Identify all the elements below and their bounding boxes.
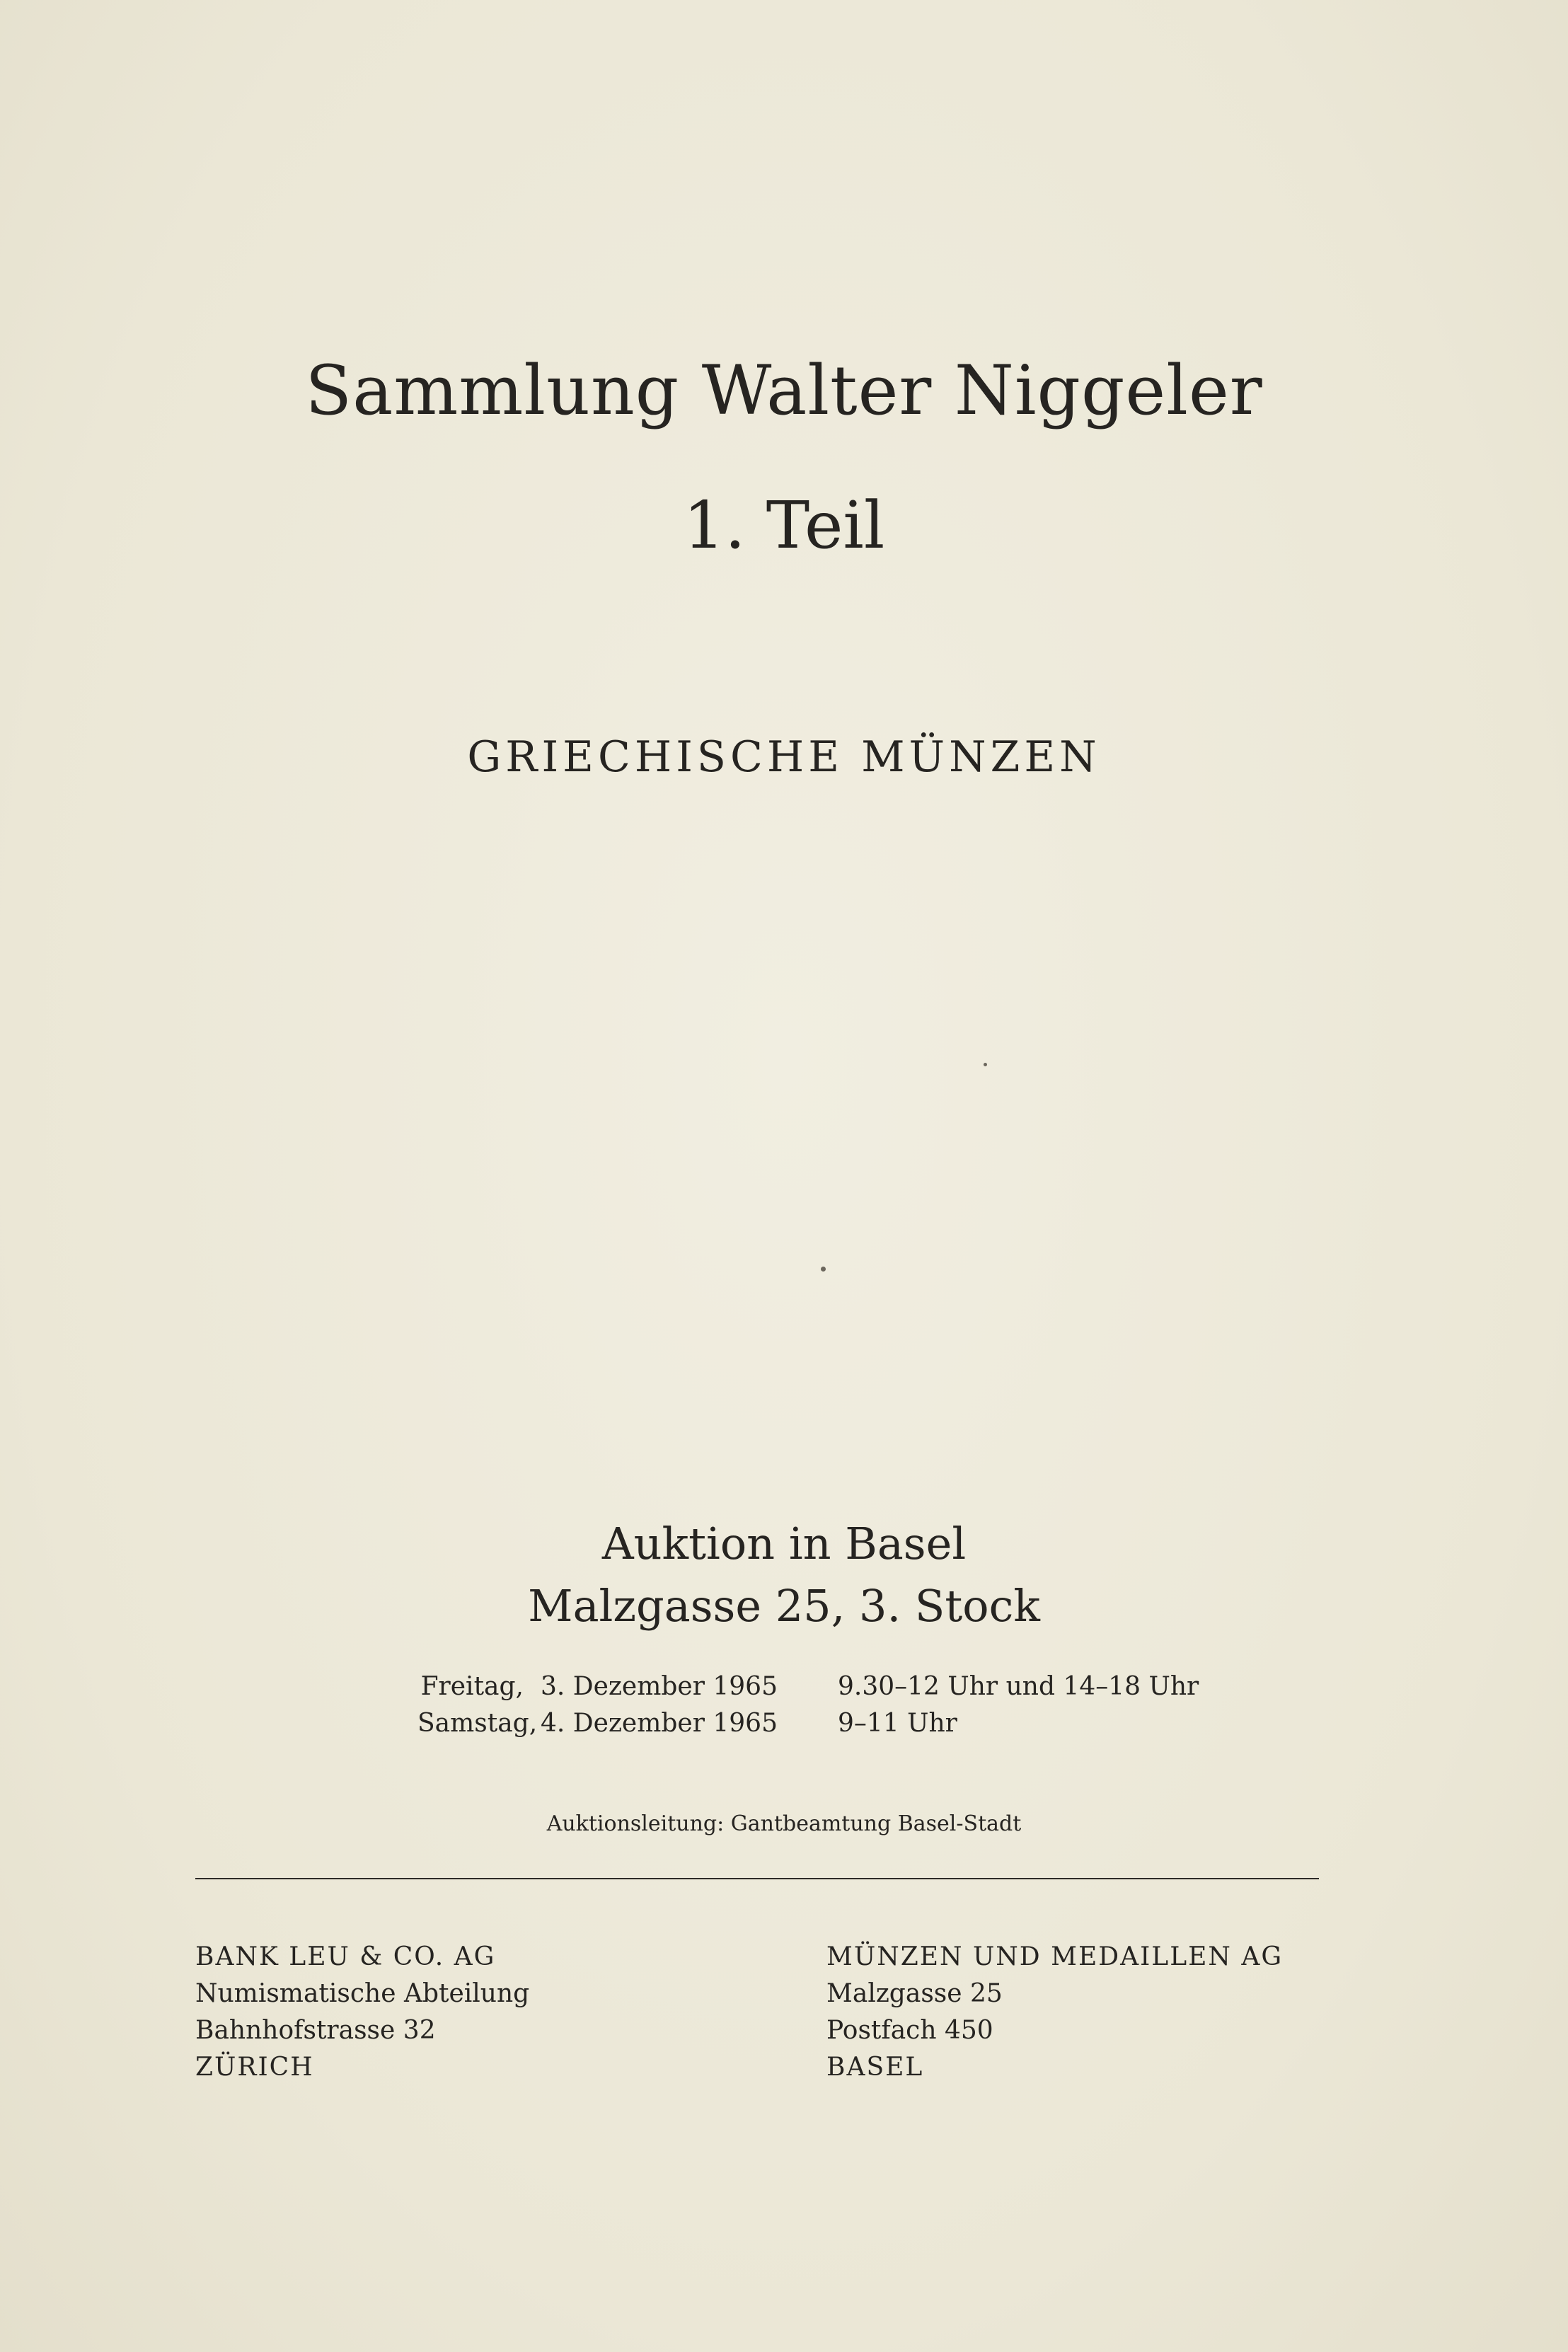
divider-rule xyxy=(195,1878,1319,1879)
schedule-row xyxy=(417,1668,1217,1705)
schedule-date: 3. Dezember 1965 xyxy=(541,1672,778,1701)
address-line: Bahnhofstrasse 32 xyxy=(195,2016,436,2045)
address-bank-leu xyxy=(195,1939,529,2086)
address-line: ZÜRICH xyxy=(195,2053,314,2082)
address-line: Numismatische Abteilung xyxy=(195,1979,530,2008)
collection-title: Sammlung Walter Niggeler xyxy=(305,351,1263,430)
schedule-time: 9.30–12 Uhr und 14–18 Uhr xyxy=(838,1672,1199,1701)
paper-speck xyxy=(984,1063,987,1066)
part-number: 1. Teil xyxy=(683,488,885,563)
address-line: BASEL xyxy=(826,2053,924,2082)
address-line: Malzgasse 25 xyxy=(826,1979,1003,2008)
schedule-day: Samstag, xyxy=(417,1709,538,1738)
address-line: MÜNZEN UND MEDAILLEN AG xyxy=(826,1942,1284,1971)
auction-address: Malzgasse 25, 3. Stock xyxy=(528,1580,1040,1632)
paper-speck xyxy=(821,1267,826,1272)
address-line: BANK LEU & CO. AG xyxy=(195,1942,496,1971)
address-muenzen-medaillen xyxy=(826,1939,1283,2086)
schedule-time: 9–11 Uhr xyxy=(838,1709,957,1738)
address-line: Postfach 450 xyxy=(826,2016,993,2045)
auction-place: Auktion in Basel xyxy=(601,1518,967,1569)
schedule-day: Freitag, xyxy=(420,1672,524,1701)
auction-management: Auktionsleitung: Gantbeamtung Basel-Stadt xyxy=(546,1811,1022,1836)
schedule-row xyxy=(417,1705,1217,1742)
catalog-subtitle: GRIECHISCHE MÜNZEN xyxy=(467,732,1101,782)
schedule-date: 4. Dezember 1965 xyxy=(541,1709,778,1738)
auction-schedule xyxy=(417,1668,1217,1742)
